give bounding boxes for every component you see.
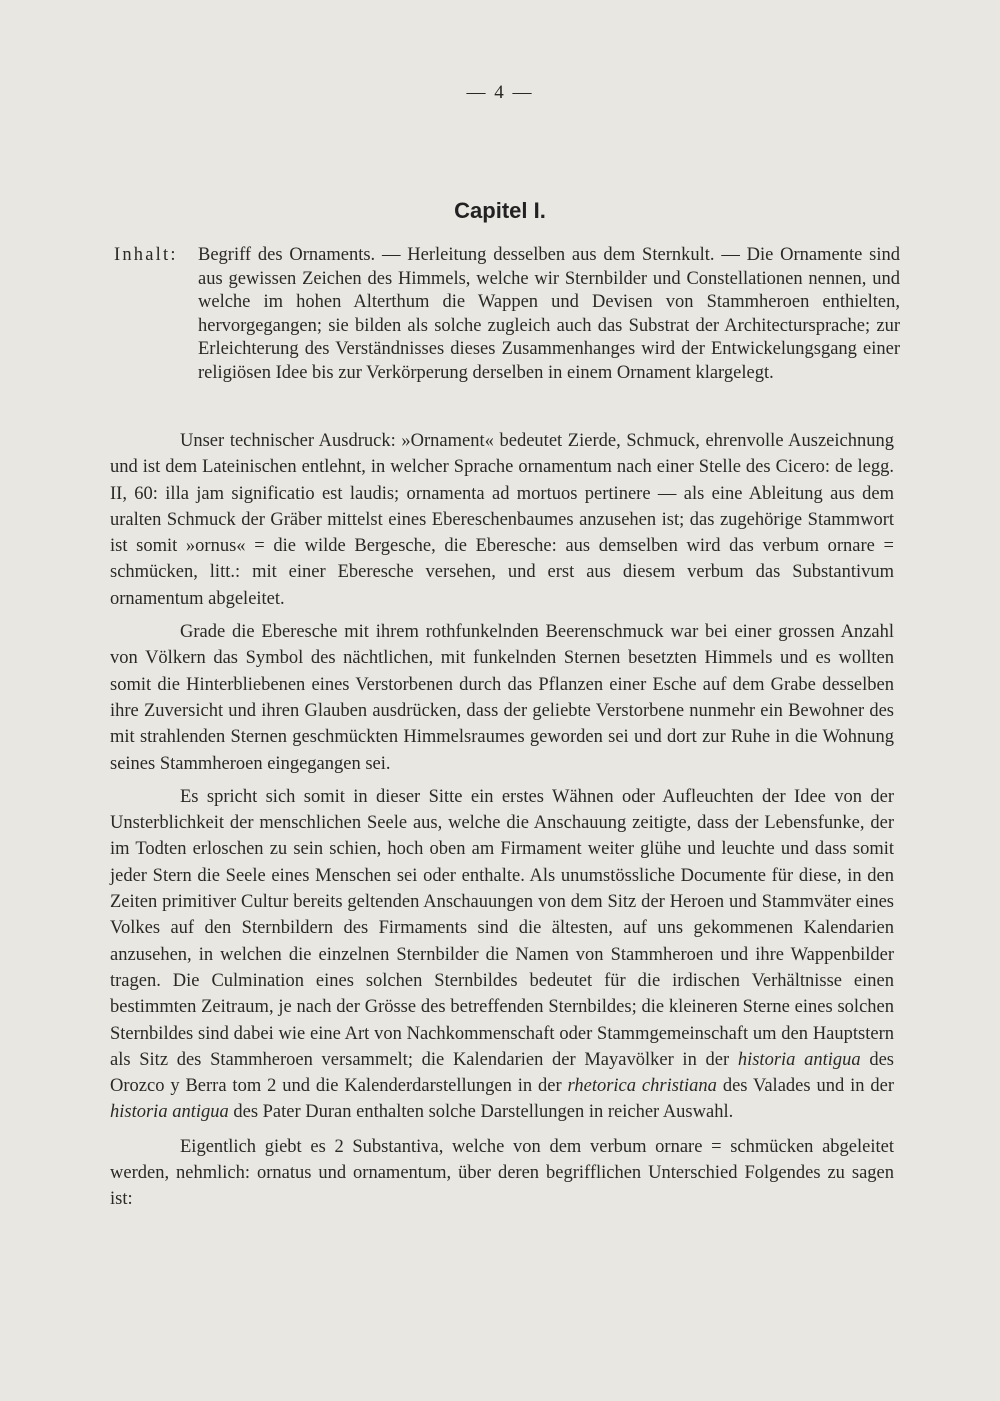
body-text <box>110 428 894 1220</box>
italic-title-historia-antigua-2: historia antigua <box>110 1102 229 1123</box>
paragraph-sternbilder-text-4: des Pater Duran enthalten solche Darstellungen in reicher Auswahl. <box>233 1102 734 1123</box>
chapter-summary <box>114 244 900 385</box>
paragraph-sternbilder-text-2: des Orozco y Berra tom 2 und die Kalenderdarstellungen in der <box>110 1049 895 1097</box>
summary-text: Begriff des Ornaments. — Herleitung desselben aus dem Sternkult. — Die Ornamente sind aus gewissen Zeichen des Himmels, welche wir Sternbilder und Constellationen nennen, und welche im hohen Alterthum die Wappen und Devisen von Stammheroen enthielten, hervorgegangen; sie bilden als solche zugleich auch das Substrat der Architectursprache; zur Erleichterung des Verständnisses dieses Zusammenhanges wird der Entwickelungsgang einer religiösen Idee bis zur Verkörperung derselben in einem Ornament klargelegt. <box>198 245 900 383</box>
paragraph-eberesche: Grade die Eberesche mit ihrem rothfunkelnden Beerenschmuck war bei einer grossen Anzahl von Völkern das Symbol des nächtlichen, mit funkelnden Sternen besetzten Himmels und es wollten somit die Hinterbliebenen eines Verstorbenen durch das Pflanzen einer Esche auf dem Grabe desselben ihre Zuversicht und ihren Glauben ausdrücken, dass der geliebte Verstorbene nunmehr ein Bewohner des mit strahlenden Sternen geschmückten Himmelsraumes geworden sei und dort zur Ruhe in die Wohnung seines Stammheroen eingegangen sei. <box>110 622 894 774</box>
chapter-title: Capitel I. <box>454 198 546 223</box>
paragraph-ornament-definition: Unser technischer Ausdruck: »Ornament« bedeutet Zierde, Schmuck, ehrenvolle Auszeichnung und ist dem Lateinischen entlehnt, in welcher Sprache ornamentum nach einer Stelle des Cicero: de legg. II, 60: illa jam significatio est laudis; ornamenta ad mortuos pertinere — als eine Ableitung aus dem uralten Schmuck der Gräber mittelst eines Ebereschenbaumes anzusehen ist; das zugehörige Stammwort ist somit »ornus« = die wilde Bergesche, die Eberesche: aus demselben wird das verbum ornare = schmücken, litt.: mit einer Eberesche versehen, und erst aus diesem verbum das Substantivum ornamentum abgeleitet. <box>110 431 894 609</box>
paragraph-sternbilder-text: Es spricht sich somit in dieser Sitte ein erstes Wähnen oder Aufleuchten der Idee von der Unsterblichkeit der menschlichen Seele aus, welche die Anschauung zeitigte, dass der Lebensfunke, der im Todten erloschen zu sein schien, hoch oben am Firmament weiter glühe und leuchte und dass somit jeder Stern die Seele eines Menschen sei oder enthalte. Als unumstössliche Documente für diese, in den Zeiten primitiver Cultur bereits geltenden Anschauungen von dem Sitz der Heroen und Stammväter eines Volkes auf den Sternbildern des Firmaments sind die ältesten, auf uns gekommenen Kalendarien anzusehen, in welchen die einzelnen Sternbilder die Namen von Stammheroen und ihre Wappenbilder tragen. Die Culmination eines solchen Sternbildes bedeutet für die irdischen Verhältnisse einen bestimmten Zeitraum, je nach der Grösse des betreffenden Sternbildes; die kleineren Sterne eines solchen Sternbildes sind dabei wie eine Art von Nachkommenschaft oder Stammgemeinschaft um den Hauptstern als Sitz des Stammheroen versammelt; die Kalendarien der Mayavölker in der <box>110 786 894 1070</box>
page-number: — 4 — <box>466 82 534 103</box>
paragraph-sternbilder <box>110 784 894 1126</box>
paragraph-substantiva: Eigentlich giebt es 2 Substantiva, welche von dem verbum ornare = schmücken abgeleitet werden, nehmlich: ornatus und ornamentum, über deren begrifflichen Unterschied Folgendes zu sagen ist: <box>110 1136 894 1210</box>
italic-title-historia-antigua: historia antigua <box>737 1049 861 1070</box>
italic-title-rhetorica-christiana: rhetorica christiana <box>567 1076 717 1097</box>
paragraph-sternbilder-text-3: des Valades und in der <box>722 1076 894 1097</box>
summary-label: Inhalt: <box>114 245 178 265</box>
